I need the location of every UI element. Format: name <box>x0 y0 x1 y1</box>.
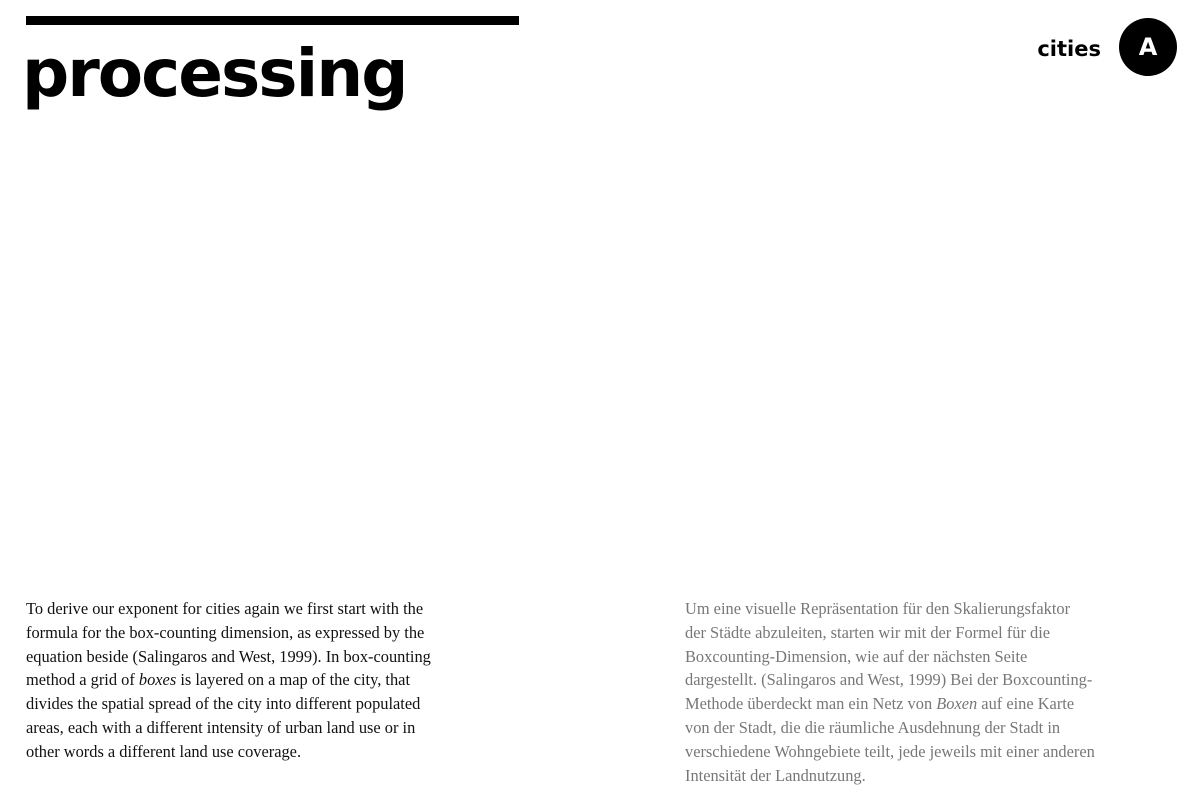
line-text: method a grid of <box>26 670 139 690</box>
paragraph-line: dargestellt. (Salingaros and West, 1999) Bei der Boxcounting- <box>685 670 1093 690</box>
paragraph-line: other words a different land use coverage. <box>26 741 302 761</box>
german-paragraph <box>685 597 1095 787</box>
paragraph-line <box>685 692 1095 716</box>
emphasized-term: Boxen <box>936 694 978 714</box>
paragraph-line: formula for the box-counting dimension, as expressed by the <box>26 622 425 642</box>
section-badge <box>1119 18 1177 76</box>
emphasized-term: boxes <box>138 670 177 690</box>
paragraph-line: Um eine visuelle Repräsentation für den Skalierungsfaktor <box>685 599 1071 618</box>
paragraph-line: areas, each with a different intensity of urban land use or in <box>26 717 416 737</box>
paragraph-line: divides the spatial spread of the city into different populated <box>26 694 421 714</box>
paragraph-line: Intensität der Landnutzung. <box>685 765 866 785</box>
line-text: is layered on a map of the city, that <box>176 670 411 690</box>
paragraph-line: To derive our exponent for cities again we first start with the <box>26 599 424 618</box>
title-rule <box>26 16 519 25</box>
line-text: Methode überdeckt man ein Netz von <box>685 694 937 714</box>
page-title: processing <box>22 35 407 112</box>
section-label: cities <box>1037 37 1101 61</box>
line-text: auf eine Karte <box>977 694 1075 714</box>
paragraph-line: der Städte abzuleiten, starten wir mit der Formel für die <box>685 622 1051 642</box>
paragraph-line: verschiedene Wohngebiete teilt, jede jeweils mit einer anderen <box>685 741 1095 761</box>
english-paragraph <box>26 597 431 764</box>
paragraph-line: equation beside (Salingaros and West, 1999). In box-counting <box>26 646 431 666</box>
section-badge-letter: A <box>1138 33 1158 61</box>
paragraph-line: von der Stadt, die die räumliche Ausdehnung der Stadt in <box>685 717 1061 737</box>
paragraph-line: Boxcounting-Dimension, wie auf der nächsten Seite <box>685 646 1028 666</box>
paragraph-line <box>26 668 431 692</box>
